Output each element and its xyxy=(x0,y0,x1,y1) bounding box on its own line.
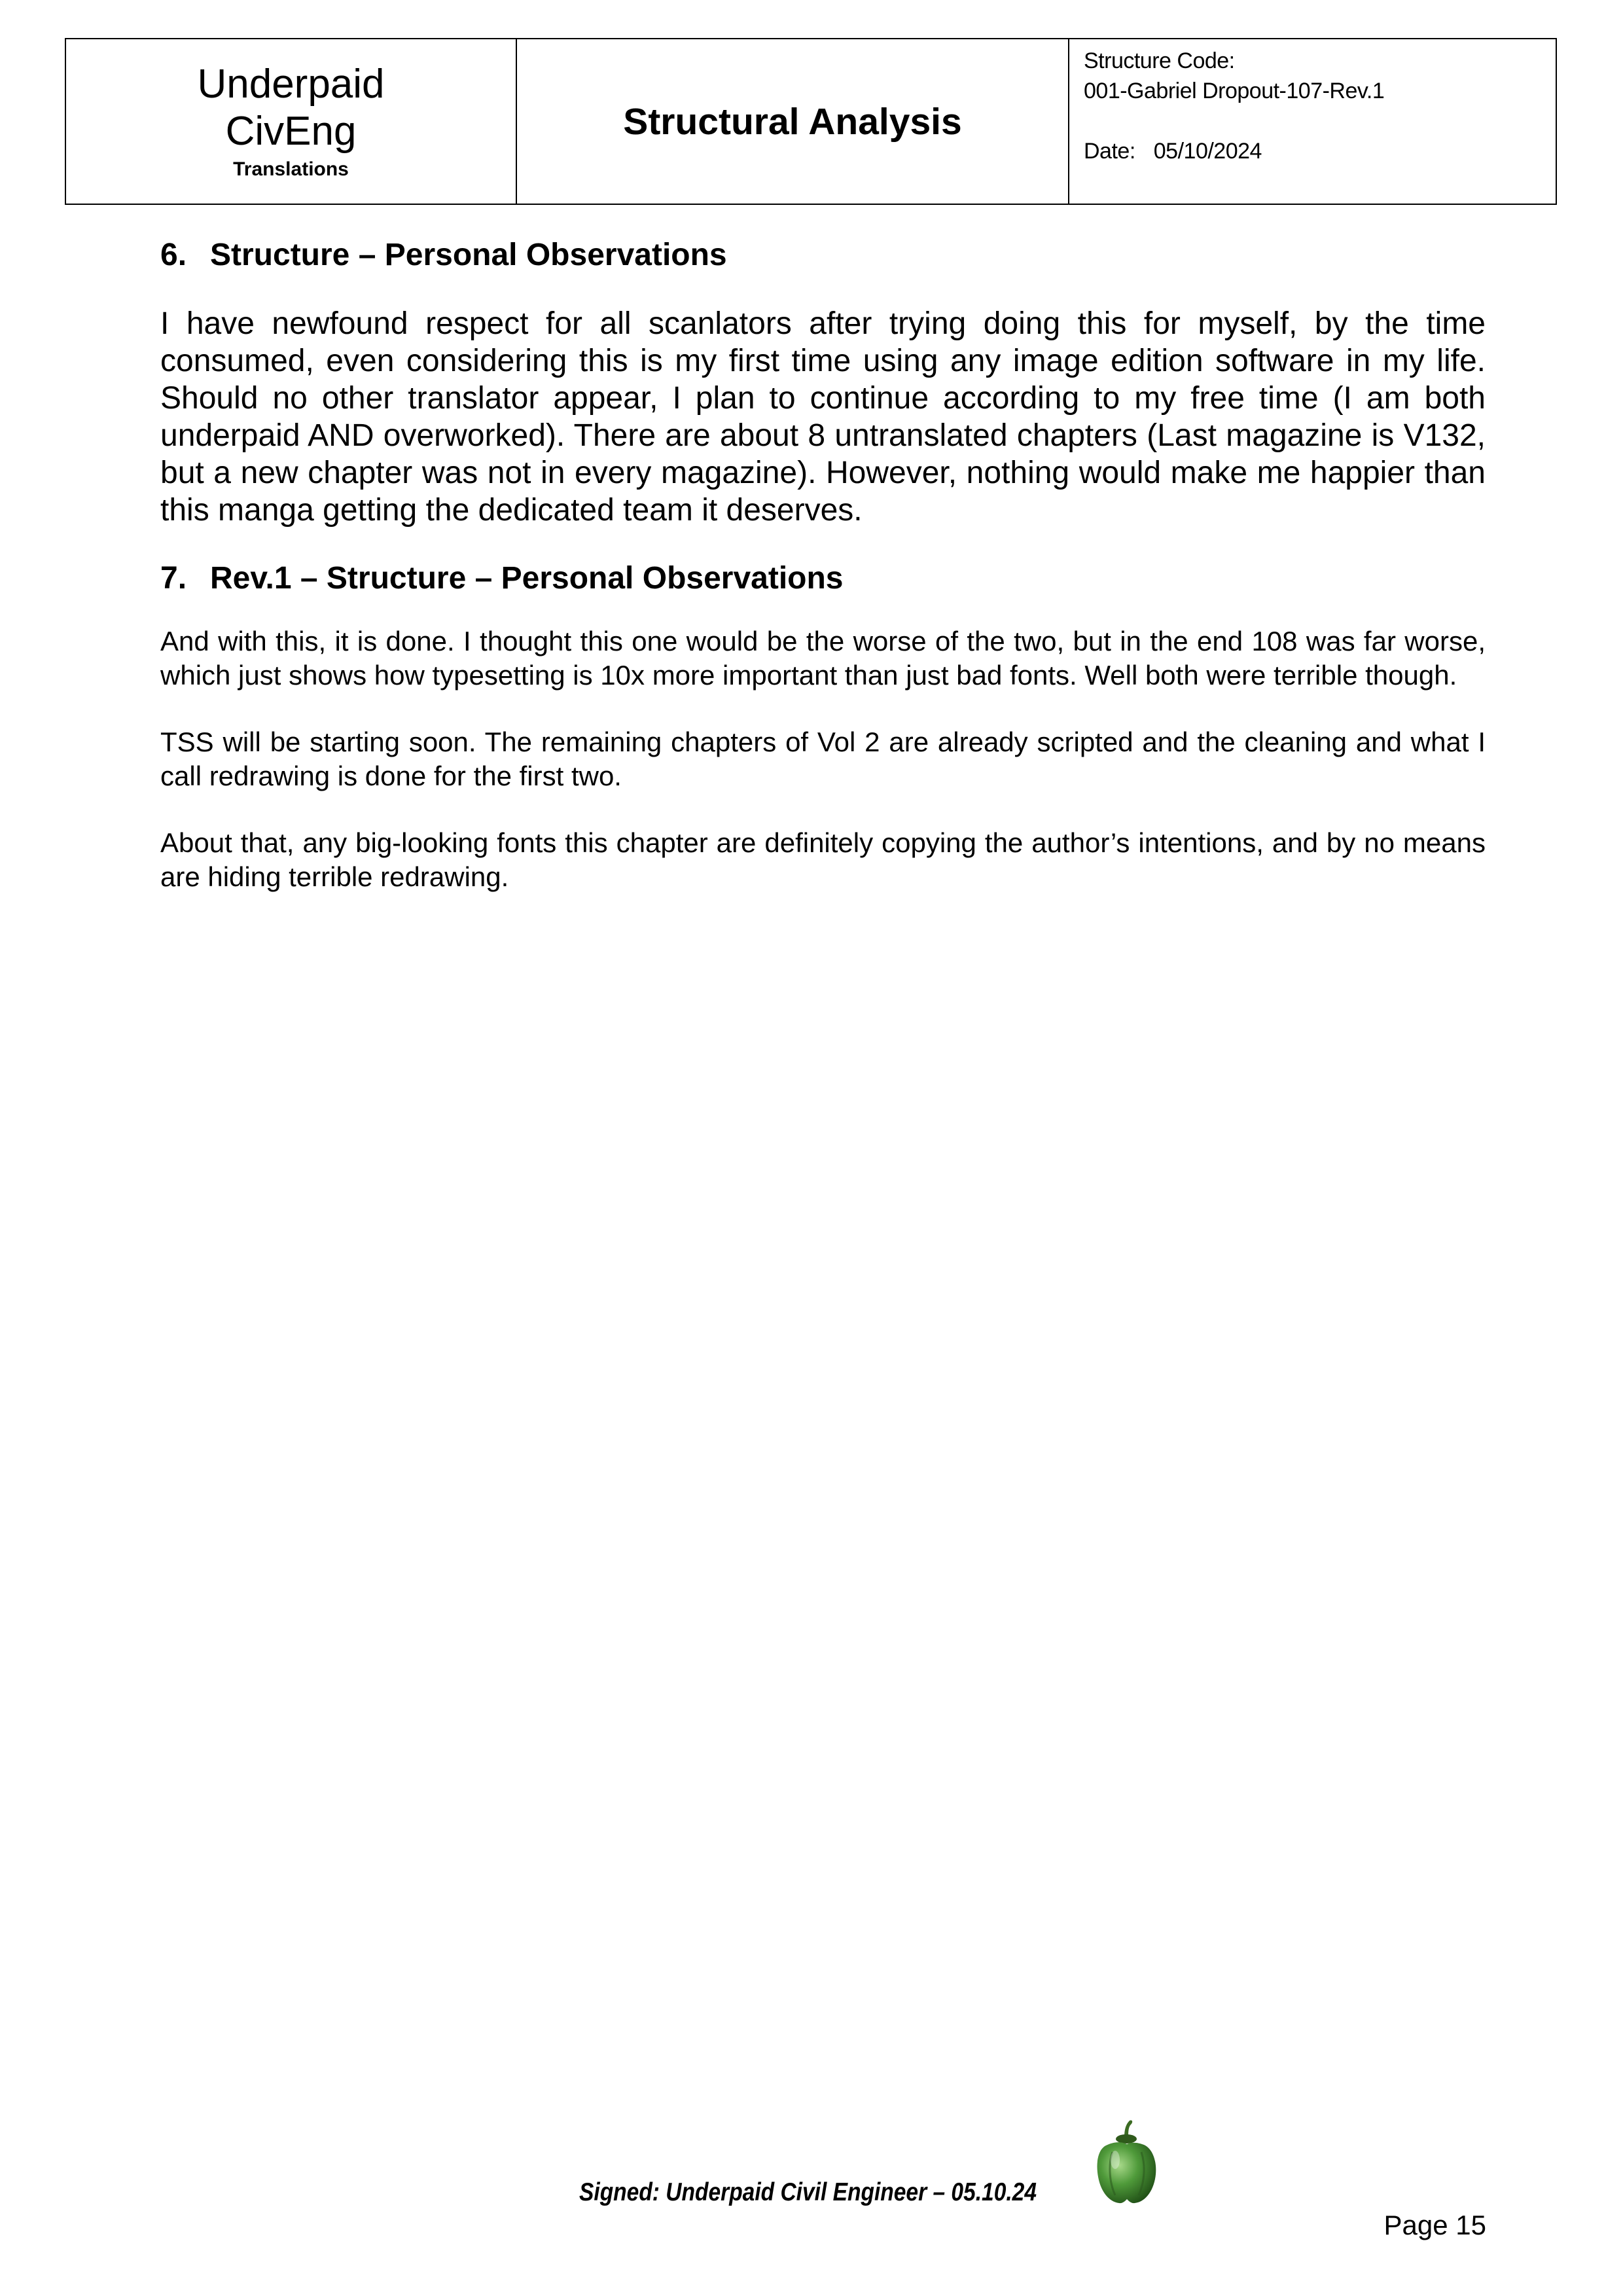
section-7-paragraph-1: And with this, it is done. I thought this one would be the worse of the two, but in the end 108 was far worse, which just shows how typesetting is 10x more important than just bad fonts. Well both were terrible though. xyxy=(160,626,1486,691)
document-title: Structural Analysis xyxy=(623,100,962,143)
section-7-paragraph-2: TSS will be starting soon. The remaining chapters of Vol 2 are already scripted and the cleaning and what I call redrawing is done for the first two. xyxy=(160,726,1486,791)
section-title: Structure – Personal Observations xyxy=(210,238,727,272)
title-cell xyxy=(516,39,1068,204)
signature-line: Signed: Underpaid Civil Engineer – 05.10.24 xyxy=(579,2178,1037,2206)
section-heading-7 xyxy=(160,559,1486,598)
section-title: Rev.1 – Structure – Personal Observations xyxy=(210,561,844,596)
document-header xyxy=(65,38,1557,205)
structure-code-label: Structure Code: xyxy=(1084,48,1235,73)
meta-cell xyxy=(1068,39,1556,204)
date-row xyxy=(1084,136,1541,166)
brand-name-line1: Underpaid xyxy=(197,61,385,107)
document-body xyxy=(160,236,1486,894)
brand-subtitle: Translations xyxy=(233,158,349,180)
section-7-paragraph-3: About that, any big-looking fonts this chapter are definitely copying the author’s intentions, and by no means are hiding terrible redrawing. xyxy=(160,827,1486,892)
date-value: 05/10/2024 xyxy=(1153,139,1262,164)
section-number: 6. xyxy=(160,238,187,272)
brand-cell xyxy=(66,39,516,204)
section-heading-6 xyxy=(160,236,1486,275)
brand-name-line2: CivEng xyxy=(225,108,357,154)
green-bell-pepper-icon xyxy=(1086,2115,1165,2207)
meta-spacer xyxy=(1084,106,1541,136)
section-6-paragraph: I have newfound respect for all scanlators after trying doing this for myself, by the time consumed, even considering this is my first time using any image edition software in my life. Should no other translator appear, I plan to continue according to my free time (I am both underpaid AND overworked). There are about 8 untranslated chapters (Last magazine is V132, but a new chapter was not in every magazine). However, nothing would make me happier than this manga getting the dedicated team it deserves. xyxy=(160,306,1486,528)
section-number: 7. xyxy=(160,561,187,596)
date-label: Date: xyxy=(1084,139,1135,164)
page-number: Page 15 xyxy=(1383,2210,1486,2240)
structure-code-value: 001-Gabriel Dropout-107-Rev.1 xyxy=(1084,79,1385,103)
